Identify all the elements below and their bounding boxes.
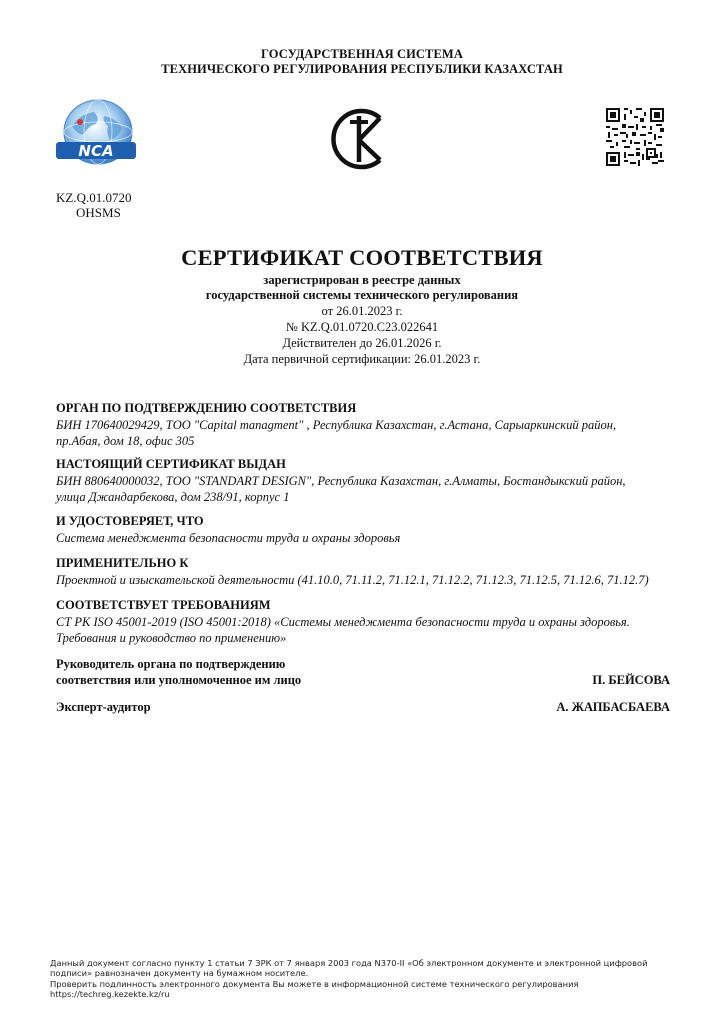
expert-signatory-name: А. ЖАПБАСБАЕВА <box>556 700 670 714</box>
head-signatory-label-2: соответствия или уполномоченное им лицо <box>56 673 302 687</box>
registration-date: от 26.01.2023 г. <box>321 304 403 318</box>
footer-line-2: подписи» равнозначен документу на бумажном носителе. <box>50 968 309 978</box>
sk-conformity-mark <box>328 104 396 174</box>
section-text-line: БИН 880640000032, ТОО "STANDART DESIGN", Республика Казахстан, г.Алматы, Бостандыкский район, <box>56 474 626 488</box>
registered-line-1: зарегистрирован в реестре данных <box>263 273 461 287</box>
valid-until: Действителен до 26.01.2026 г. <box>282 336 442 350</box>
section-text-line: улица Джандарбекова, дом 238/91, корпус 1 <box>56 490 290 504</box>
section-issued-to <box>56 457 676 505</box>
registered-line-2: государственной системы технического регулирования <box>205 288 519 302</box>
section-complies-with <box>56 598 676 646</box>
registration-scheme: OHSMS <box>76 205 121 220</box>
qr-code <box>606 108 664 166</box>
header-line-2: ТЕХНИЧЕСКОГО РЕГУЛИРОВАНИЯ РЕСПУБЛИКИ КАЗАХСТАН <box>161 62 563 76</box>
section-certification-body <box>56 401 676 449</box>
footer-line-1: Данный документ согласно пункту 1 статьи 7 ЗРК от 7 января 2003 года N370-II «Об электронном документе и электронной цифровой <box>50 958 648 968</box>
section-heading: НАСТОЯЩИЙ СЕРТИФИКАТ ВЫДАН <box>56 457 286 471</box>
head-signatory-name: П. БЕЙСОВА <box>592 673 670 687</box>
first-certification-date: Дата первичной сертификации: 26.01.2023 г. <box>243 352 481 366</box>
footer-verification-link[interactable]: https://techreg.kezekte.kz/ru <box>50 989 170 999</box>
section-text-line: пр.Абая, дом 18, офис 305 <box>56 434 195 448</box>
nca-globe-logo <box>50 96 140 176</box>
head-signatory-label-1: Руководитель органа по подтверждению <box>56 657 286 671</box>
certificate-title: СЕРТИФИКАТ СООТВЕТСТВИЯ <box>181 245 543 270</box>
section-text-line: Система менеджмента безопасности труда и охраны здоровья <box>56 531 401 545</box>
section-text-line: БИН 170640029429, ТОО "Capital managment" , Республика Казахстан, г.Астана, Сарыаркинский район, <box>56 418 617 432</box>
section-heading: ОРГАН ПО ПОДТВЕРЖДЕНИЮ СООТВЕТСТВИЯ <box>56 401 357 415</box>
section-text-line: Проектной и изыскательской деятельности (41.10.0, 71.11.2, 71.12.1, 71.12.2, 71.12.3, 71.12.5, 71.12.6, 71.12.7) <box>56 573 649 587</box>
nca-logo-text: NCA <box>78 142 114 160</box>
section-heading: ПРИМЕНИТЕЛЬНО К <box>56 556 189 570</box>
section-text-line: Требования и руководство по применению» <box>56 631 287 645</box>
certificate-number: № KZ.Q.01.0720.С23.022641 <box>285 320 439 334</box>
section-text-line: СТ РК ISO 45001-2019 (ISO 45001:2018) «Системы менеджмента безопасности труда и охраны здоровья. <box>56 615 630 629</box>
expert-signatory-label: Эксперт-аудитор <box>56 700 151 714</box>
registration-code: KZ.Q.01.0720 <box>56 190 132 205</box>
expert-signatory-row <box>56 700 670 715</box>
section-applicable-to <box>56 556 676 588</box>
header-line-1: ГОСУДАРСТВЕННАЯ СИСТЕМА <box>261 47 463 61</box>
section-certifies <box>56 514 676 546</box>
section-heading: И УДОСТОВЕРЯЕТ, ЧТО <box>56 514 204 528</box>
footer-line-3: Проверить подлинность электронного документа Вы можете в информационной системе технического регулирования <box>50 979 579 989</box>
head-signatory-row <box>56 673 670 688</box>
section-heading: СООТВЕТСТВУЕТ ТРЕБОВАНИЯМ <box>56 598 271 612</box>
